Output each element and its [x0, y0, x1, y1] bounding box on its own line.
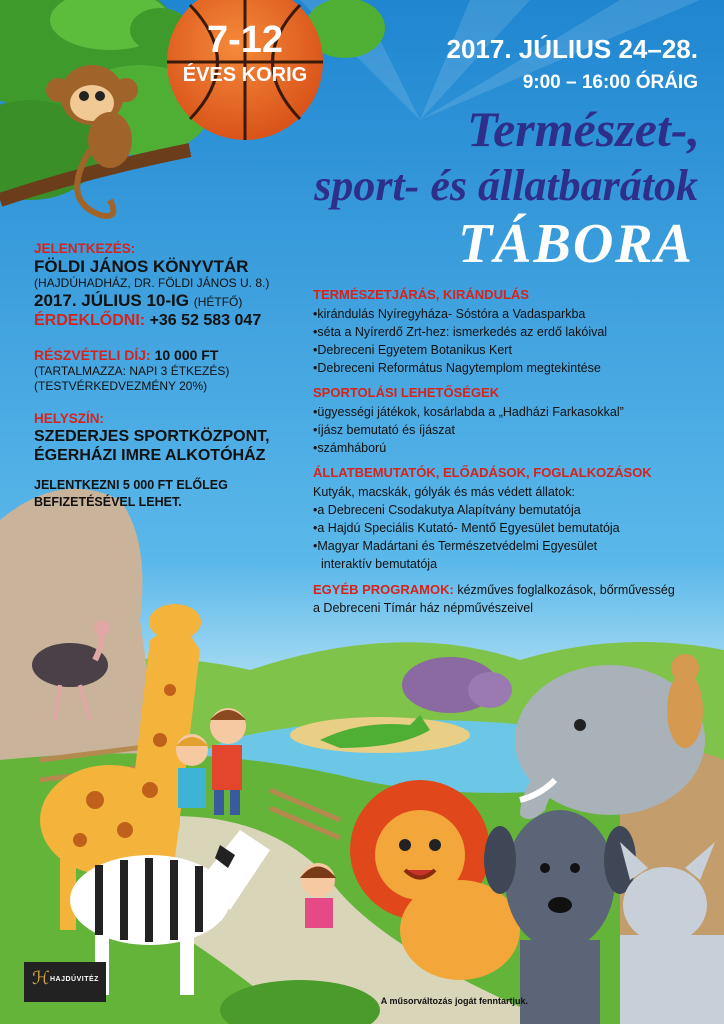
list-item: •Debreceni Református Nagytemplom megtekintése [313, 361, 601, 375]
nature-list [313, 305, 713, 377]
venue-line-2: ÉGERHÁZI IMRE ALKOTÓHÁZ [34, 447, 266, 464]
list-item: •ügyességi játékok, kosárlabda a „Hadházi Farkasokkal” [313, 405, 624, 419]
animals-heading: ÁLLATBEMUTATÓK, ELŐADÁSOK, FOGLALKOZÁSOK [313, 465, 652, 480]
sponsor-logo [24, 962, 106, 1002]
venue-heading: HELYSZÍN: [34, 411, 105, 426]
other-heading: EGYÉB PROGRAMOK: [313, 582, 454, 597]
list-item: •a Hajdú Speciális Kutató- Mentő Egyesület bemutatója [313, 521, 620, 535]
camp-dates: 2017. JÚLIUS 24–28. [446, 34, 698, 64]
fee-amount: 10 000 FT [154, 347, 219, 363]
age-range: 7-12 [206, 19, 284, 61]
registration-deadline-day: (HÉTFŐ) [193, 295, 243, 309]
registration-place: FÖLDI JÁNOS KÖNYVTÁR [34, 257, 249, 276]
title-line-1: Természet-, [467, 101, 700, 157]
camp-hours: 9:00 – 16:00 ÓRÁIG [522, 72, 698, 93]
registration-heading: JELENTKEZÉS: [34, 241, 136, 256]
other-text-2: a Debreceni Tímár ház népművészeivel [313, 601, 534, 615]
fee-label: RÉSZVÉTELI DÍJ: [34, 347, 151, 363]
info-column [34, 240, 294, 511]
animals-intro: Kutyák, macskák, gólyák és más védett állatok: [313, 485, 575, 499]
registration-address: (HAJDÚHADHÁZ, DR. FÖLDI JÁNOS U. 8.) [34, 276, 270, 290]
deposit-note-1: JELENTKEZNI 5 000 FT ELŐLEG [34, 478, 228, 492]
list-item: •Magyar Madártani és Természetvédelmi Egyesület [313, 539, 598, 553]
title-line-2: sport- és állatbarátok [314, 161, 698, 210]
title-line-3: TÁBORA [457, 213, 694, 275]
logo-text: HAJDÚVITÉZ [50, 976, 99, 983]
contact-phone: +36 52 583 047 [149, 312, 262, 329]
disclaimer: A műsorváltozás jogát fenntartjuk. [380, 996, 528, 1006]
list-item: •séta a Nyírerdő Zrt-hez: ismerkedés az erdő lakóival [313, 325, 608, 339]
deposit-note-2: BEFIZETÉSÉVEL LEHET. [34, 495, 182, 509]
sport-list [313, 403, 713, 457]
contact-label: ÉRDEKLŐDNI: [34, 312, 146, 329]
list-item: •számháború [313, 441, 387, 455]
fee-note-meals: (TARTALMAZZA: NAPI 3 ÉTKEZÉS) [34, 364, 230, 378]
list-item: •a Debreceni Csodakutya Alapítvány bemutatója [313, 503, 581, 517]
meerkat-icon [667, 654, 703, 748]
sport-heading: SPORTOLÁSI LEHETŐSÉGEK [313, 385, 500, 400]
other-text-1: kézműves foglalkozások, bőrművesség [457, 583, 675, 597]
logo-mark-icon: ℋ [32, 968, 50, 988]
list-item: interaktív bemutatója [321, 557, 438, 571]
venue-line-1: SZEDERJES SPORTKÖZPONT, [34, 428, 270, 445]
list-item: •Debreceni Egyetem Botanikus Kert [313, 343, 512, 357]
list-item: •íjász bemutató és íjászat [313, 423, 455, 437]
list-item: •kirándulás Nyíregyháza- Sóstóra a Vadasparkba [313, 307, 586, 321]
age-label: ÉVES KORIG [182, 64, 308, 86]
fee-note-discount: (TESTVÉRKEDVEZMÉNY 20%) [34, 379, 208, 393]
animals-list [313, 483, 713, 573]
programs-column [313, 287, 713, 617]
nature-heading: TERMÉSZETJÁRÁS, KIRÁNDULÁS [313, 287, 529, 302]
registration-deadline: 2017. JÚLIUS 10-IG [34, 291, 189, 310]
